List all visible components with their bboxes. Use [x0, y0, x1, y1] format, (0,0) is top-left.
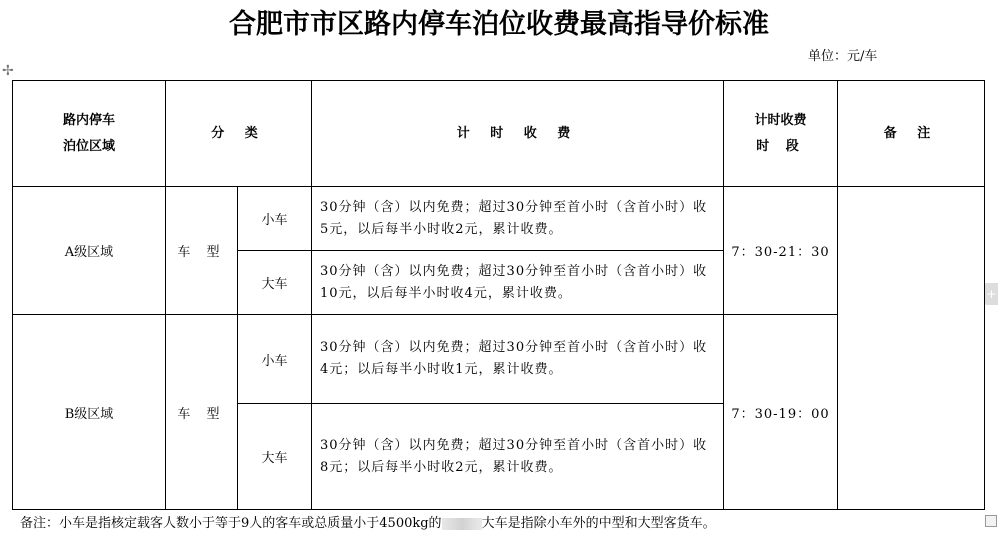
footnote: [20, 512, 716, 531]
footnote-part1: 备注：小车是指核定载客人数小于等于9人的客车或总质量小于4500kg的: [20, 516, 442, 531]
area-cell: A级区域: [13, 187, 166, 315]
vehicle-type-cell: 大车: [238, 251, 312, 315]
vehicle-type-cell: 大车: [238, 404, 312, 510]
header-period-line1: 计时收费: [754, 112, 807, 128]
fee-rule-cell: 30分钟（含）以内免费；超过30分钟至首小时（含首小时）收4元；以后每半小时收1元，累计收费。: [312, 315, 724, 404]
header-period-line2: 时 段: [756, 138, 805, 154]
vehicle-type-label: 车 型: [166, 315, 238, 510]
header-region: [13, 81, 166, 187]
footnote-part2: 大车是指除小车外的中型和大型客货车。: [481, 516, 716, 531]
header-category: 分 类: [166, 81, 312, 187]
header-period: [724, 81, 838, 187]
fee-table: [12, 80, 985, 510]
fee-rule-cell: 30分钟（含）以内免费；超过30分钟至首小时（含首小时）收5元，以后每半小时收2元，累计收费。: [312, 187, 724, 251]
header-region-line2: 泊位区域: [62, 138, 115, 154]
redacted-text-icon: [442, 518, 482, 530]
vehicle-type-cell: 小车: [238, 315, 312, 404]
period-cell: 7：30-21：30: [724, 187, 838, 315]
header-remark: 备 注: [838, 81, 985, 187]
header-region-line1: 路内停车: [62, 112, 115, 128]
header-fee: 计 时 收 费: [312, 81, 724, 187]
remark-cell: [838, 187, 985, 510]
add-row-handle-icon[interactable]: +: [985, 283, 998, 305]
table-resize-handle-icon[interactable]: [985, 515, 997, 527]
table-row: [13, 187, 985, 251]
period-cell: 7：30-19：00: [724, 315, 838, 510]
document-title: 合肥市市区路内停车泊位收费最高指导价标准: [229, 9, 769, 40]
fee-rule-cell: 30分钟（含）以内免费；超过30分钟至首小时（含首小时）收10元，以后每半小时收4元，累计收费。: [312, 251, 724, 315]
unit-label: 单位：元/车: [808, 49, 878, 64]
vehicle-type-cell: 小车: [238, 187, 312, 251]
vehicle-type-label: 车 型: [166, 187, 238, 315]
area-cell: B级区域: [13, 315, 166, 510]
table-move-handle-icon[interactable]: ✢: [2, 63, 14, 79]
fee-rule-cell: 30分钟（含）以内免费；超过30分钟至首小时（含首小时）收8元；以后每半小时收2元，累计收费。: [312, 404, 724, 510]
header-row: [13, 81, 985, 187]
